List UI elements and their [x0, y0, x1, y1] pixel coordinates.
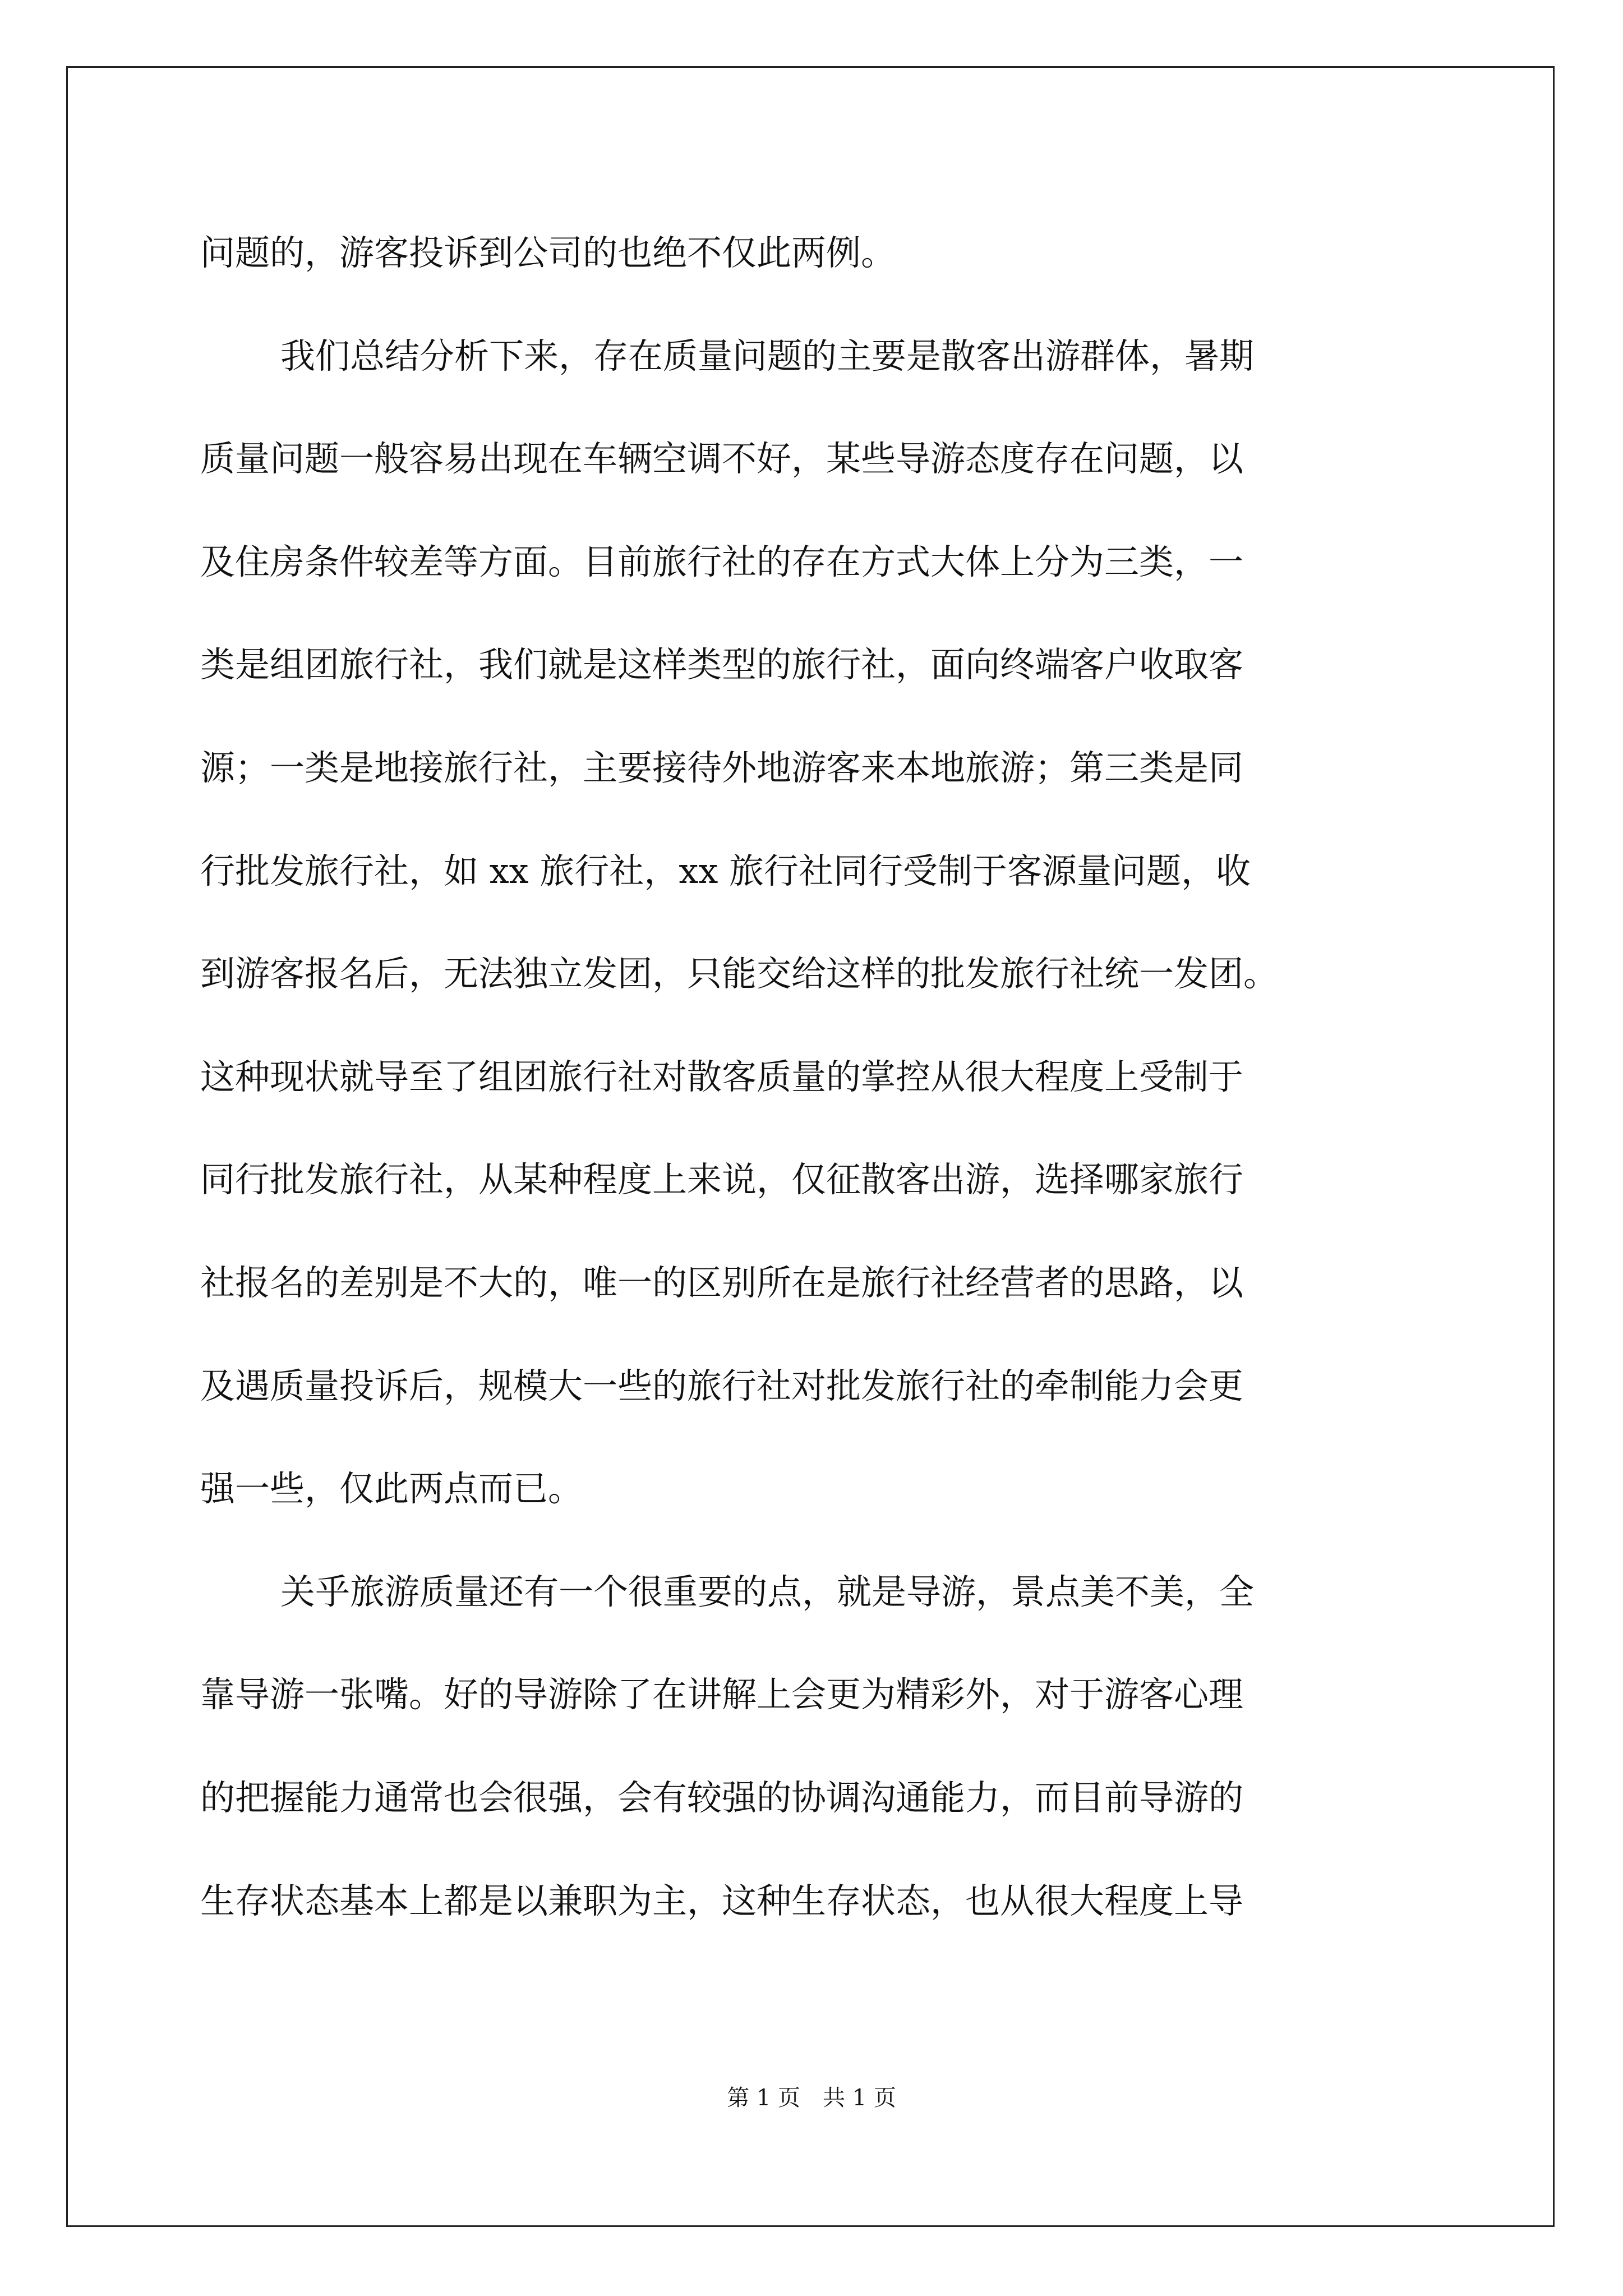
- paragraph-line: 靠导游一张嘴。好的导游除了在讲解上会更为精彩外，对于游客心理: [200, 1674, 1244, 1715]
- paragraph-line: 及住房条件较差等方面。目前旅行社的存在方式大体上分为三类，一: [200, 541, 1244, 582]
- paragraph-line: 的把握能力通常也会很强，会有较强的协调沟通能力，而目前导游的: [200, 1777, 1244, 1818]
- paragraph-line: 及遇质量投诉后，规模大一些的旅行社对批发旅行社的牵制能力会更: [200, 1365, 1244, 1406]
- paragraph-line: 同行批发旅行社，从某种程度上来说，仅征散客出游，选择哪家旅行: [200, 1159, 1244, 1200]
- paragraph-line: 到游客报名后，无法独立发团，只能交给这样的批发旅行社统一发团。: [200, 953, 1279, 994]
- page-footer: 第 1 页 共 1 页: [727, 2085, 896, 2111]
- paragraph-line: 问题的，游客投诉到公司的也绝不仅此两例。: [200, 232, 896, 273]
- paragraph-line: 社报名的差别是不大的，唯一的区别所在是旅行社经营者的思路，以: [200, 1262, 1244, 1303]
- paragraph-line: 这种现状就导至了组团旅行社对散客质量的掌控从很大程度上受制于: [200, 1056, 1244, 1097]
- paragraph-line: 强一些，仅此两点而已。: [200, 1468, 583, 1509]
- paragraph-line: 我们总结分析下来，存在质量问题的主要是散客出游群体，暑期: [280, 335, 1255, 376]
- paragraph-line: 质量问题一般容易出现在车辆空调不好，某些导游态度存在问题，以: [200, 438, 1244, 479]
- paragraph-line: 关乎旅游质量还有一个很重要的点，就是导游，景点美不美，全: [280, 1571, 1255, 1612]
- paragraph-line: 类是组团旅行社，我们就是这样类型的旅行社，面向终端客户收取客: [200, 644, 1244, 685]
- paragraph-line: 生存状态基本上都是以兼职为主，这种生存状态，也从很大程度上导: [200, 1880, 1244, 1921]
- paragraph-line: 源；一类是地接旅行社，主要接待外地游客来本地旅游；第三类是同: [200, 747, 1244, 788]
- paragraph-line: 行批发旅行社，如 xx 旅行社，xx 旅行社同行受制于客源量问题，收: [200, 850, 1251, 891]
